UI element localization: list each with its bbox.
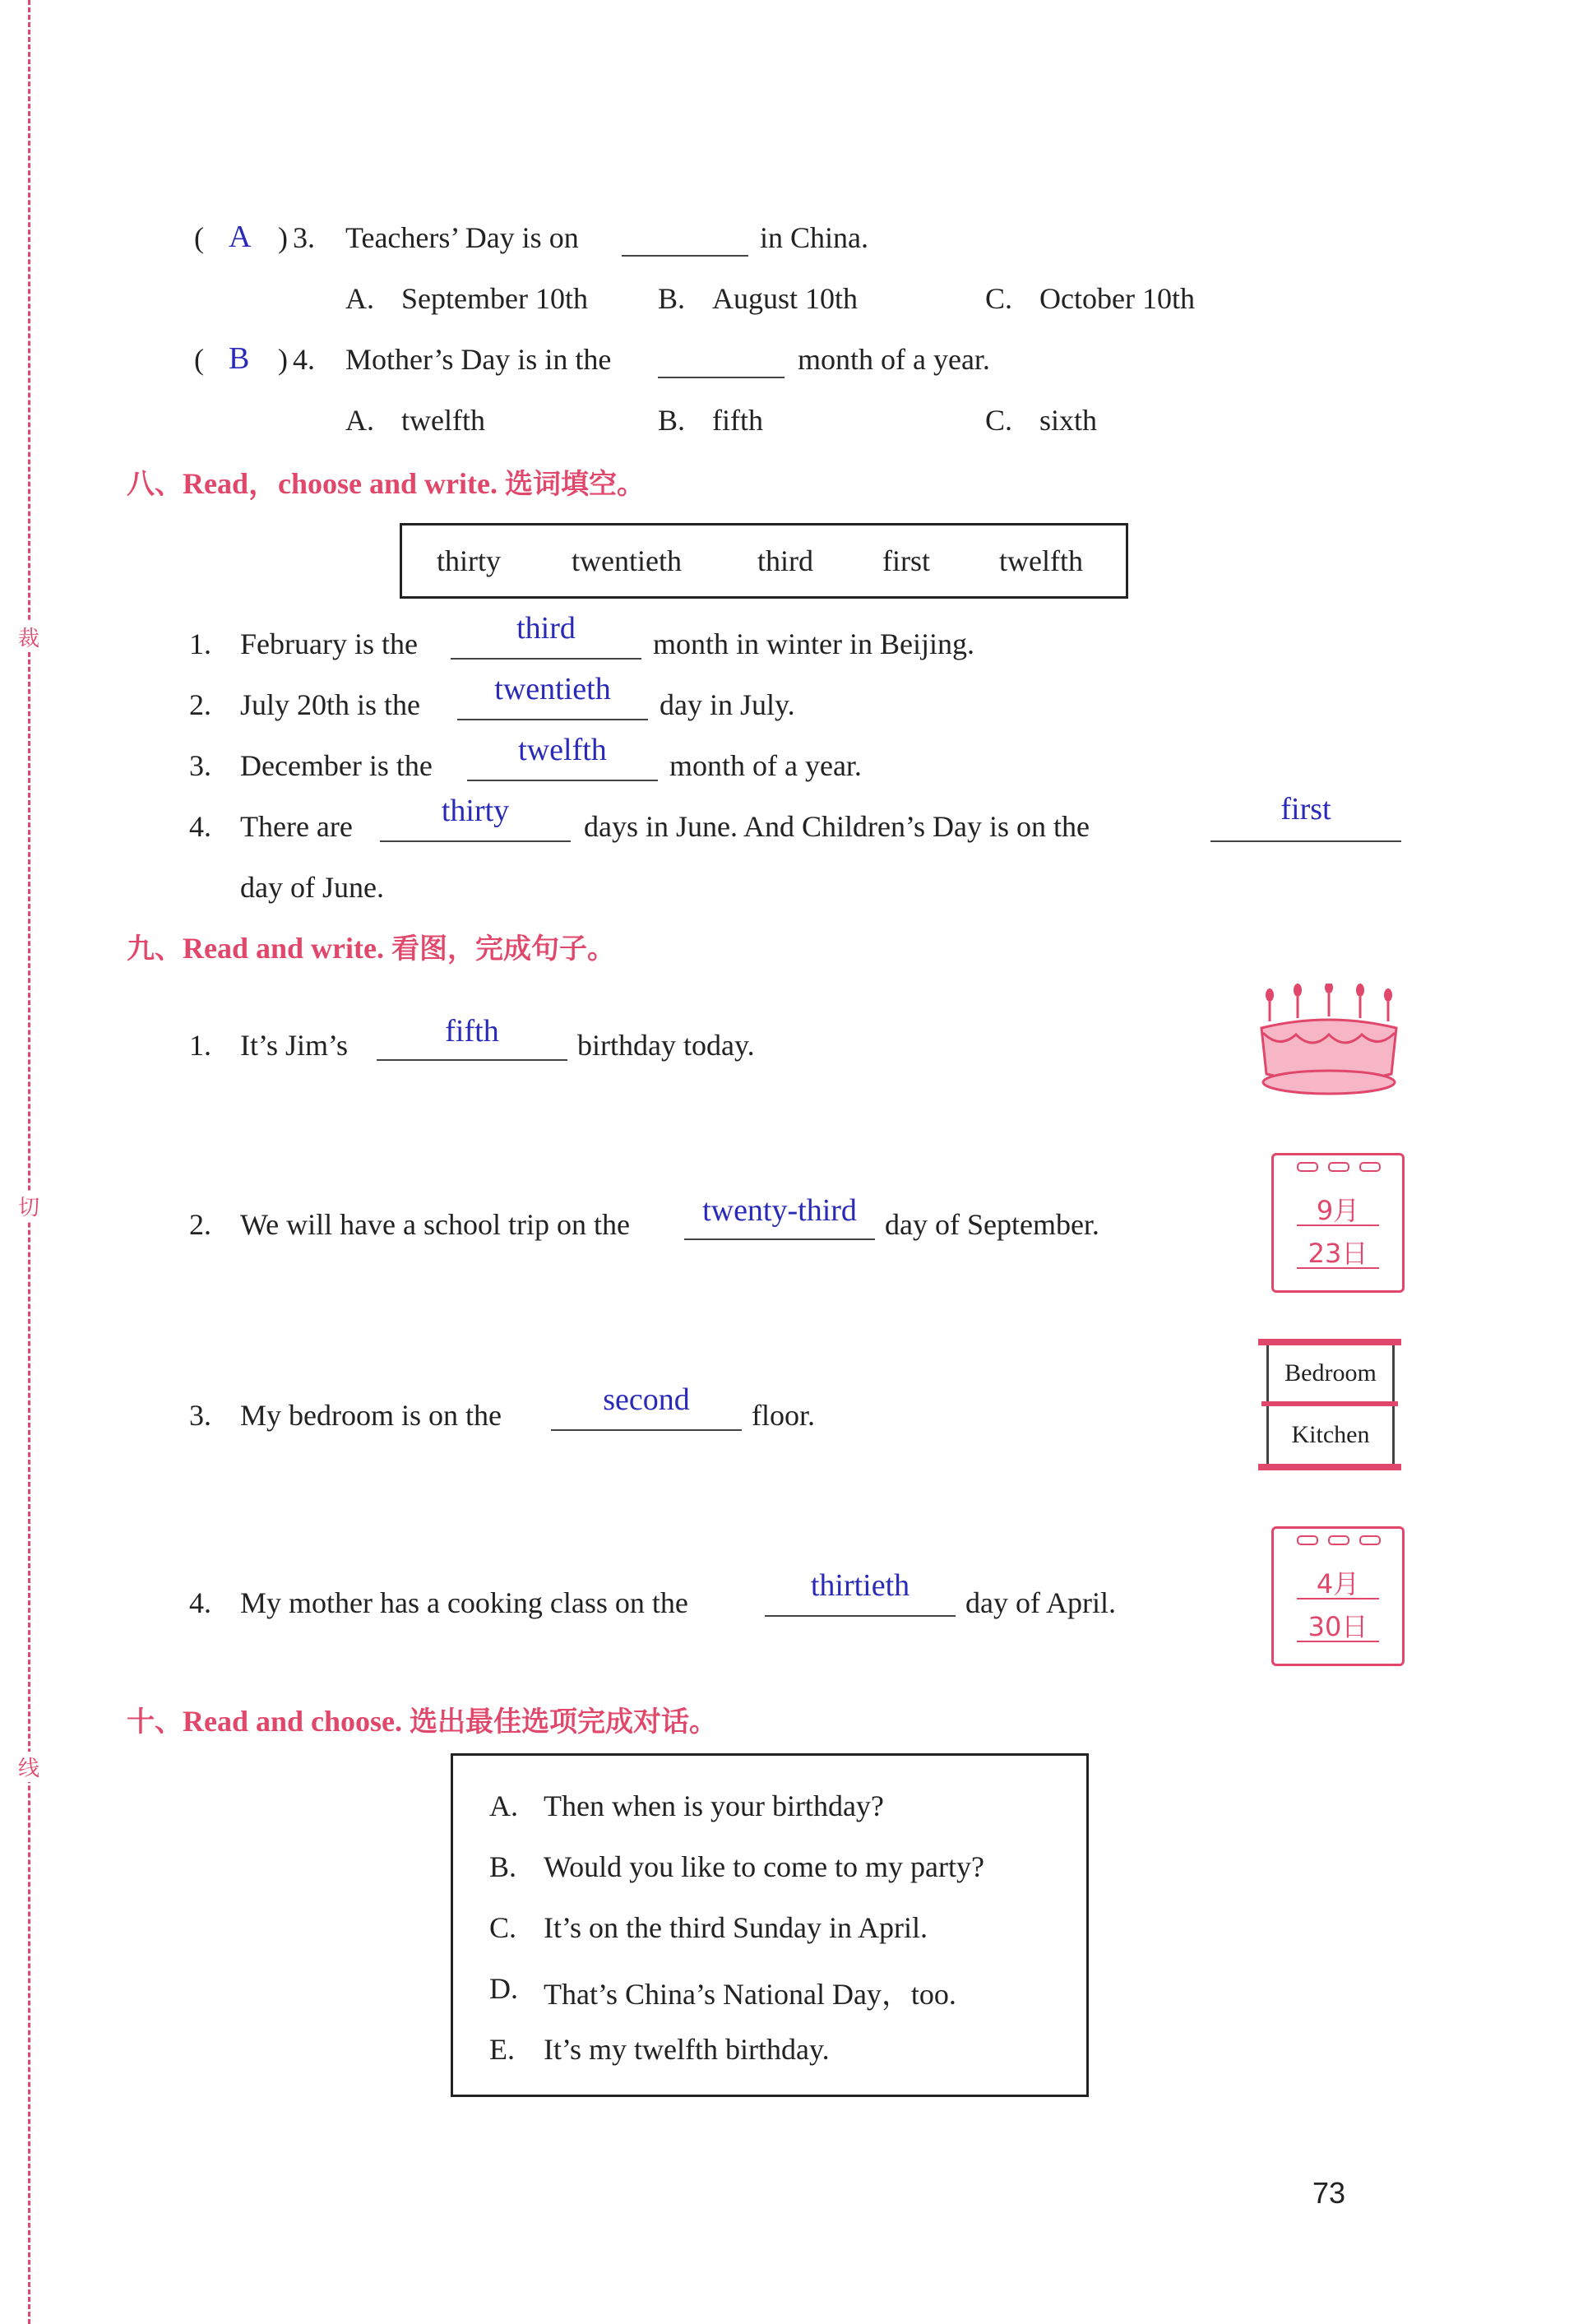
paren-right: ) [278,343,288,376]
option-text: August 10th [712,282,859,315]
option-text: That’s China’s National Day，too. [544,1978,956,2011]
ring [1328,1535,1349,1545]
item-number: 1. [189,1029,211,1062]
cut-line [28,0,30,2324]
answer-word: second [603,1382,690,1417]
rule [1297,1267,1379,1269]
rule [1297,1598,1379,1599]
item-text: birthday today. [577,1029,755,1062]
item-number: 3. [189,1399,211,1432]
option-letter: C. [489,1911,517,1944]
option-letter: B. [489,1850,517,1883]
item-text: My mother has a cooking class on the [240,1586,688,1619]
item-text: days in June. And Children’s Day is on the [584,810,1090,843]
option-text: fifth [712,404,763,437]
blank-line [1210,840,1401,842]
cut-mark: 线 [18,1752,39,1782]
birthday-cake-icon [1255,984,1403,1099]
item-text: day of April. [965,1586,1116,1619]
blank-line [658,377,785,378]
blank-line [377,1059,567,1061]
blank-line [684,1238,875,1240]
heading-chinese: 选出最佳选项完成对话。 [410,1706,718,1738]
calendar-day: 23日 [1308,1238,1368,1269]
floor-label: Bedroom [1266,1345,1395,1401]
paren-left: ( [194,343,204,376]
item-number: 4. [189,810,211,843]
item-number: 2. [189,1208,211,1241]
option-text: September 10th [401,282,588,315]
blank-line [622,255,748,257]
heading-english: Read，choose and write. [183,467,498,500]
option-letter: B. [658,404,686,437]
option-text: Then when is your birthday? [544,1789,884,1822]
option-letter: B. [658,282,686,315]
word-bank-item: first [882,544,930,577]
blank-line [457,719,648,720]
floor-label: Kitchen [1266,1406,1395,1464]
rule [1297,1641,1379,1642]
item-text: February is the [240,627,418,660]
answer-word: twentieth [494,672,611,706]
blank-line [467,780,658,781]
word-bank-item: twentieth [572,544,682,577]
calendar-sep-23-icon [1271,1153,1405,1293]
roof-bar [1258,1339,1401,1345]
blank-line [551,1429,742,1431]
question-stem-end: in China. [760,221,868,254]
item-text: floor. [752,1399,815,1432]
house-floors-icon [1258,1339,1401,1474]
ring [1328,1162,1349,1172]
calendar-day: 30日 [1308,1611,1368,1642]
ground-bar [1258,1464,1401,1470]
calendar-month: 4月 [1316,1568,1360,1599]
heading-number: 八、 [127,468,183,501]
item-number: 2. [189,688,211,721]
option-letter: C. [985,404,1013,437]
answer-word: first [1280,792,1331,826]
option-text: It’s on the third Sunday in April. [544,1911,928,1944]
ring [1297,1162,1318,1172]
item-number: 4. [189,1586,211,1619]
ring [1297,1535,1318,1545]
answer-word: third [516,611,576,646]
blank-line [380,840,571,842]
item-text: day of June. [240,871,384,904]
question-number: 4. [293,343,315,376]
item-number: 1. [189,627,211,660]
blank-line [451,658,641,660]
option-letter: D. [489,1972,518,2005]
calendar-month: 9月 [1316,1195,1360,1226]
calendar-apr-30-icon [1271,1526,1405,1666]
cut-mark: 裁 [18,622,39,652]
option-letter: A. [345,404,374,437]
heading-english: Read and write. [183,932,384,965]
section-10-heading [127,1699,717,1739]
option-letter: A. [345,282,374,315]
item-text: month of a year. [669,749,862,782]
answer-word: twenty-third [702,1193,857,1228]
answer-choice: A [229,220,252,254]
item-text: December is the [240,749,433,782]
cut-mark: 切 [18,1191,39,1221]
option-letter: A. [489,1789,518,1822]
item-text: It’s Jim’s [240,1029,349,1062]
option-text: twelfth [401,404,485,437]
answer-word: twelfth [518,733,607,767]
word-bank-item: third [757,544,813,577]
item-text: There are [240,810,353,843]
option-text: Would you like to come to my party? [544,1850,984,1883]
item-text: July 20th is the [240,688,421,721]
section-9-heading [127,926,615,966]
paren-right: ) [278,221,288,254]
option-letter: E. [489,2033,515,2066]
item-text: My bedroom is on the [240,1399,502,1432]
question-number: 3. [293,221,315,254]
blank-line [765,1615,956,1617]
heading-number: 十、 [127,1706,183,1738]
rule [1297,1224,1379,1226]
item-text: We will have a school trip on the [240,1208,630,1241]
ring [1359,1535,1381,1545]
heading-chinese: 看图，完成句子。 [391,933,615,965]
option-text: October 10th [1039,282,1195,315]
item-text: day in July. [660,688,795,721]
answer-word: fifth [445,1014,499,1049]
answer-choice: B [229,341,250,376]
item-text: month in winter in Beijing. [653,627,974,660]
item-number: 3. [189,749,211,782]
dialogue-options-box [451,1753,1089,2097]
option-text: sixth [1039,404,1098,437]
heading-number: 九、 [127,933,183,965]
option-letter: C. [985,282,1013,315]
section-8-heading [127,461,645,502]
question-stem: Mother’s Day is in the [345,343,612,376]
answer-word: thirty [441,794,510,828]
word-bank-item: thirty [437,544,501,577]
page-number: 73 [1312,2176,1346,2210]
item-text: day of September. [885,1208,1099,1241]
answer-word: thirtieth [810,1568,910,1603]
heading-english: Read and choose. [183,1705,403,1738]
word-bank-item: twelfth [999,544,1083,577]
paren-left: ( [194,221,204,254]
question-stem-end: month of a year. [798,343,990,376]
heading-chinese: 选词填空。 [504,468,645,501]
option-text: It’s my twelfth birthday. [544,2033,830,2066]
word-bank [400,523,1128,599]
question-stem: Teachers’ Day is on [345,221,579,254]
ring [1359,1162,1381,1172]
